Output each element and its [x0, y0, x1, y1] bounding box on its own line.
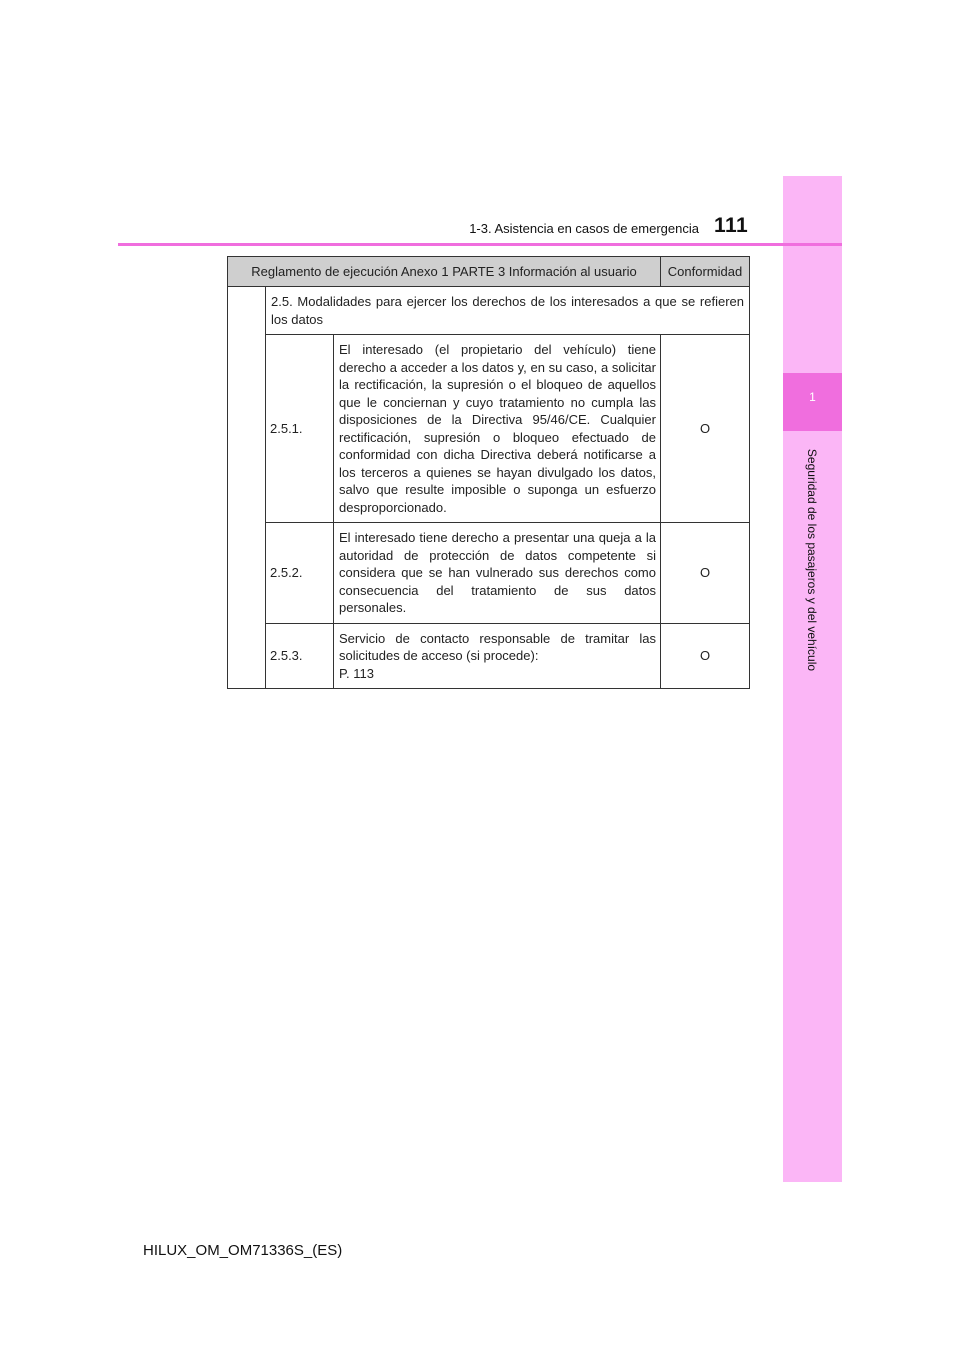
row-number: 2.5.2. [266, 523, 334, 624]
row-text-cell [334, 623, 661, 689]
page-reference: P. 113 [339, 665, 374, 681]
table-row [228, 523, 750, 624]
footer-doc-code: HILUX_OM_OM71336S_(ES) [143, 1242, 343, 1259]
row-conformity: O [661, 523, 750, 624]
side-tab-label: Seguridad de los pasajeros y del vehículo [805, 448, 819, 672]
table-row [228, 623, 750, 689]
regulation-table [227, 256, 750, 689]
table-header-row [228, 257, 750, 287]
header-rule [118, 243, 842, 246]
table-row-intro [228, 287, 750, 335]
header-regulation: Reglamento de ejecución Anexo 1 PARTE 3 Información al usuario [228, 257, 661, 287]
row-text: Servicio de contacto responsable de tramitar las solicitudes de acceso (si procede): [339, 630, 656, 663]
row-number: 2.5.1. [266, 335, 334, 523]
table-row [228, 335, 750, 523]
intro-cell: 2.5. Modalidades para ejercer los derechos de los interesados a que se refieren los datos [266, 287, 750, 335]
row-conformity: O [661, 623, 750, 689]
side-tab [783, 176, 842, 1182]
header-section-title: 1-3. Asistencia en casos de emergencia [469, 221, 699, 236]
row-number: 2.5.3. [266, 623, 334, 689]
row-text: El interesado (el propietario del vehículo) tiene derecho a acceder a los datos y, en su caso, a solicitar la rectificación, la supresión o el bloqueo de aquellos que le conciernan y cuyo tratamiento no cumpla las disposiciones de la Directiva 95/46/CE. Cualquier rectificación, supresión o bloqueo efectuado de conformidad con dicha Directiva deberá notificarse a los terceros a quienes se hayan divulgado los datos, salvo que resulte imposible o suponga un esfuerzo desproporcionado. [334, 335, 661, 523]
blank-indent-cell [228, 287, 266, 689]
side-tab-number: 1 [809, 390, 816, 404]
page-number: 111 [714, 214, 749, 237]
header-conformity: Conformidad [661, 257, 750, 287]
row-conformity: O [661, 335, 750, 523]
row-text: El interesado tiene derecho a presentar una queja a la autoridad de protección de datos competente si considera que se han vulnerado sus derechos como consecuencia del tratamiento de sus datos personales. [334, 523, 661, 624]
